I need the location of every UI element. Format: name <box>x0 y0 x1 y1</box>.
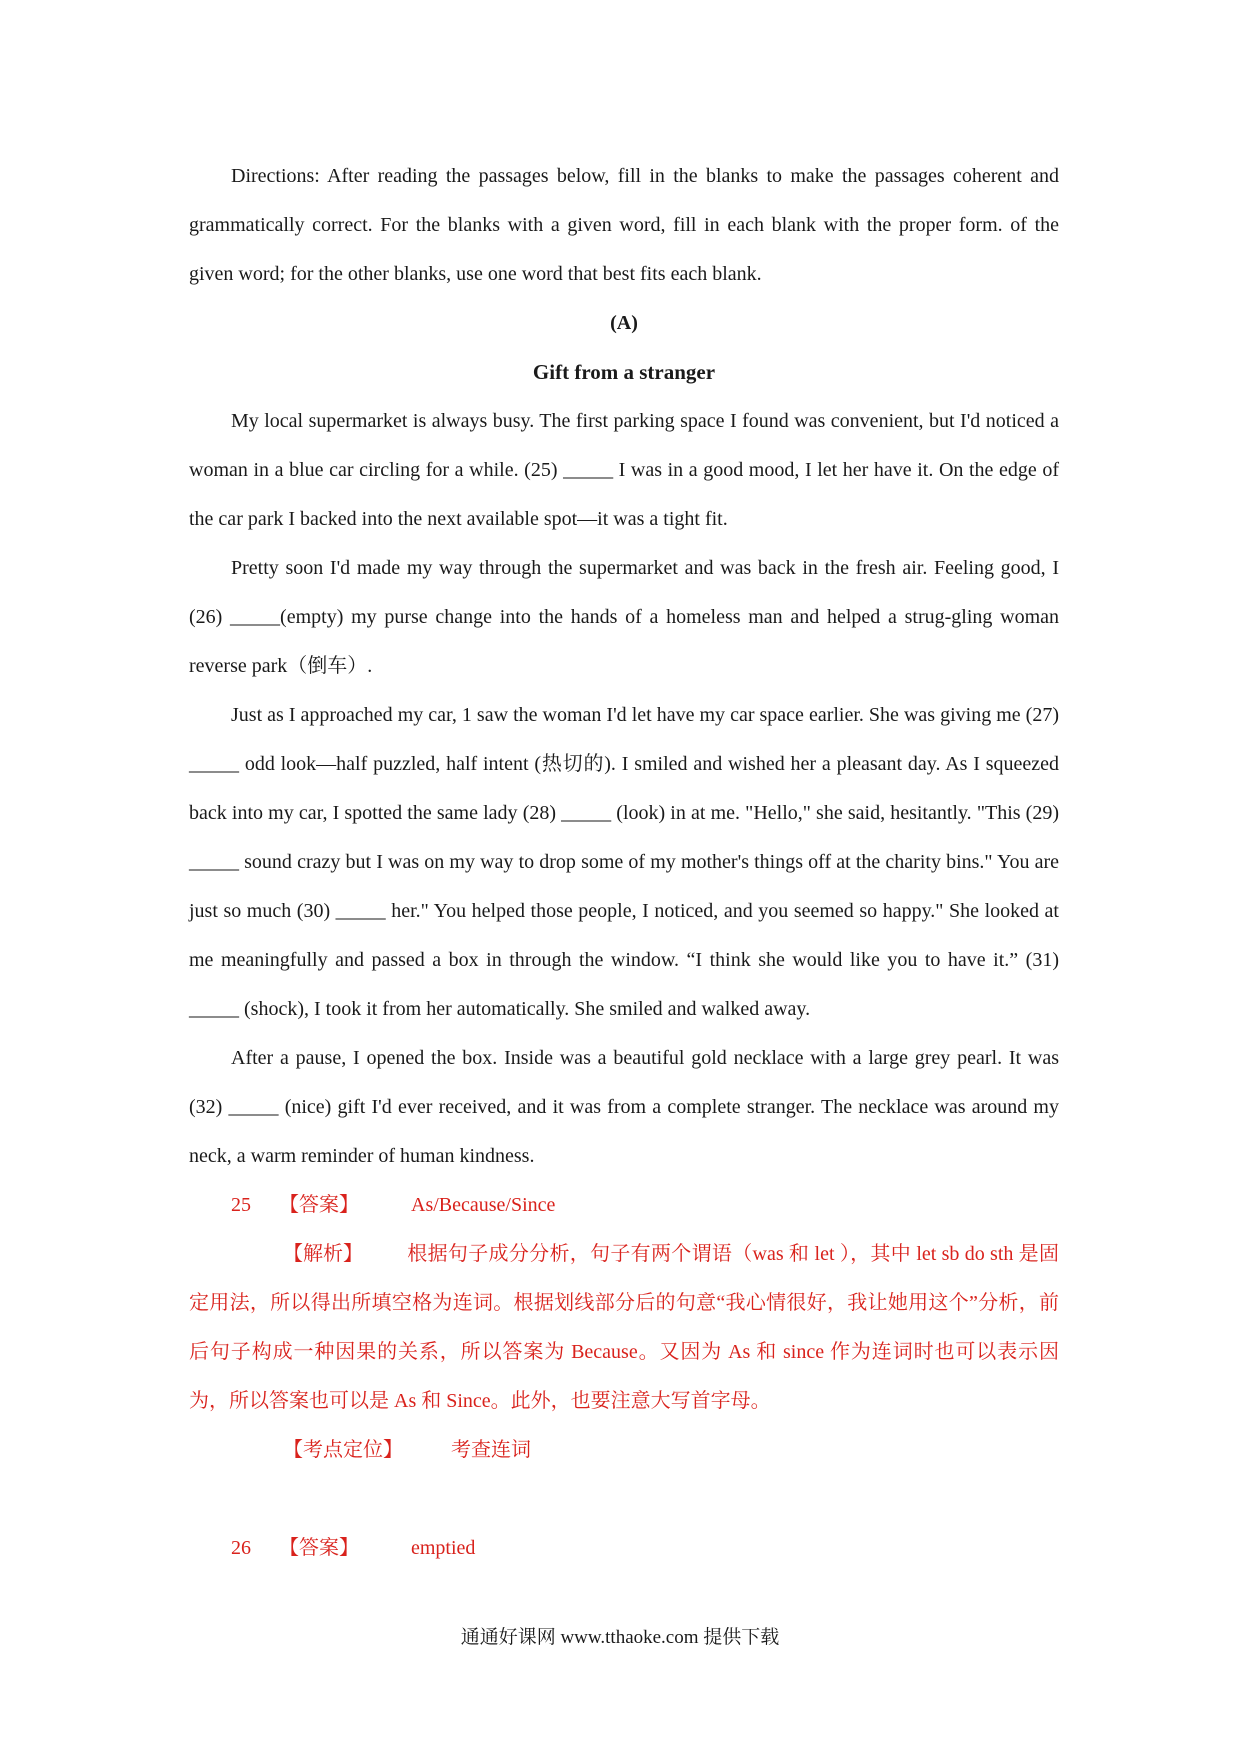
passage-title: Gift from a stranger <box>532 360 716 384</box>
answer-26 <box>231 1524 1059 1573</box>
analysis-25 <box>189 1230 1059 1426</box>
kaodian-tag: 【考点定位】 <box>283 1439 403 1461</box>
kaodian-25 <box>283 1426 1059 1475</box>
paragraph-2: Pretty soon I'd made my way through the supermarket and was back in the fresh air. Feeling good, I (26) _____(empty) my purse change into the hands of a homeless man and helped a strug-gling woman reverse park（倒车）. <box>189 557 1059 677</box>
paragraph-4: After a pause, I opened the box. Inside was a beautiful gold necklace with a large grey pearl. It was (32) _____ (nice) gift I'd ever received, and it was from a complete stranger. The necklace was around my neck, a warm reminder of human kindness. <box>189 1047 1059 1167</box>
answer-25 <box>231 1181 1059 1230</box>
answer-number: 25 <box>231 1194 251 1216</box>
answer-value: emptied <box>411 1537 476 1559</box>
section-label: (A) <box>610 312 638 334</box>
spacer <box>189 1475 1059 1524</box>
answer-tag: 【答案】 <box>279 1537 359 1559</box>
paragraph-3: Just as I approached my car, 1 saw the woman I'd let have my car space earlier. She was giving me (27) _____ odd look—half puzzled, half intent (热切的). I smiled and wished her a pleasant day. As I squeezed back into my car, I spotted the same lady (28) _____ (look) in at me. "Hello," she said, hesitantly. "This (29) _____ sound crazy but I was on my way to drop some of my mother's things off at the charity bins." You are just so much (30) _____ her." You helped those people, I noticed, and you seemed so happy." She looked at me meaningfully and passed a box in through the window. “I think she would like you to have it.” (31) _____ (shock), I took it from her automatically. She smiled and walked away. <box>189 704 1059 1020</box>
paragraph-1: My local supermarket is always busy. The first parking space I found was convenient, but I'd noticed a woman in a blue car circling for a while. (25) _____ I was in a good mood, I let her have it. On the edge of the car park I backed into the next available spot—it was a tight fit. <box>189 410 1059 530</box>
answer-number: 26 <box>231 1537 251 1559</box>
kaodian-text: 考查连词 <box>451 1439 531 1461</box>
document-body <box>189 152 1059 1573</box>
analysis-tag: 【解析】 <box>283 1243 363 1265</box>
page-footer: 通通好课网 www.tthaoke.com 提供下载 <box>460 1627 780 1648</box>
answer-tag: 【答案】 <box>279 1194 359 1216</box>
answer-value: As/Because/Since <box>411 1194 556 1216</box>
directions-text: Directions: After reading the passages below, fill in the blanks to make the passages coherent and grammatically correct. For the blanks with a given word, fill in each blank with the proper form. of the given word; for the other blanks, use one word that best fits each blank. <box>189 165 1059 285</box>
analysis-text: 根据句子成分分析，句子有两个谓语（was 和 let ），其中 let sb do sth 是固定用法，所以得出所填空格为连词。根据划线部分后的句意“我心情很好，我让她用这个”分析，前后句子构成一种因果的关系，所以答案为 Because。又因为 As 和 since 作为连词时也可以表示因为，所以答案也可以是 As 和 Since。此外，也要注意大写首字母。 <box>189 1243 1059 1412</box>
